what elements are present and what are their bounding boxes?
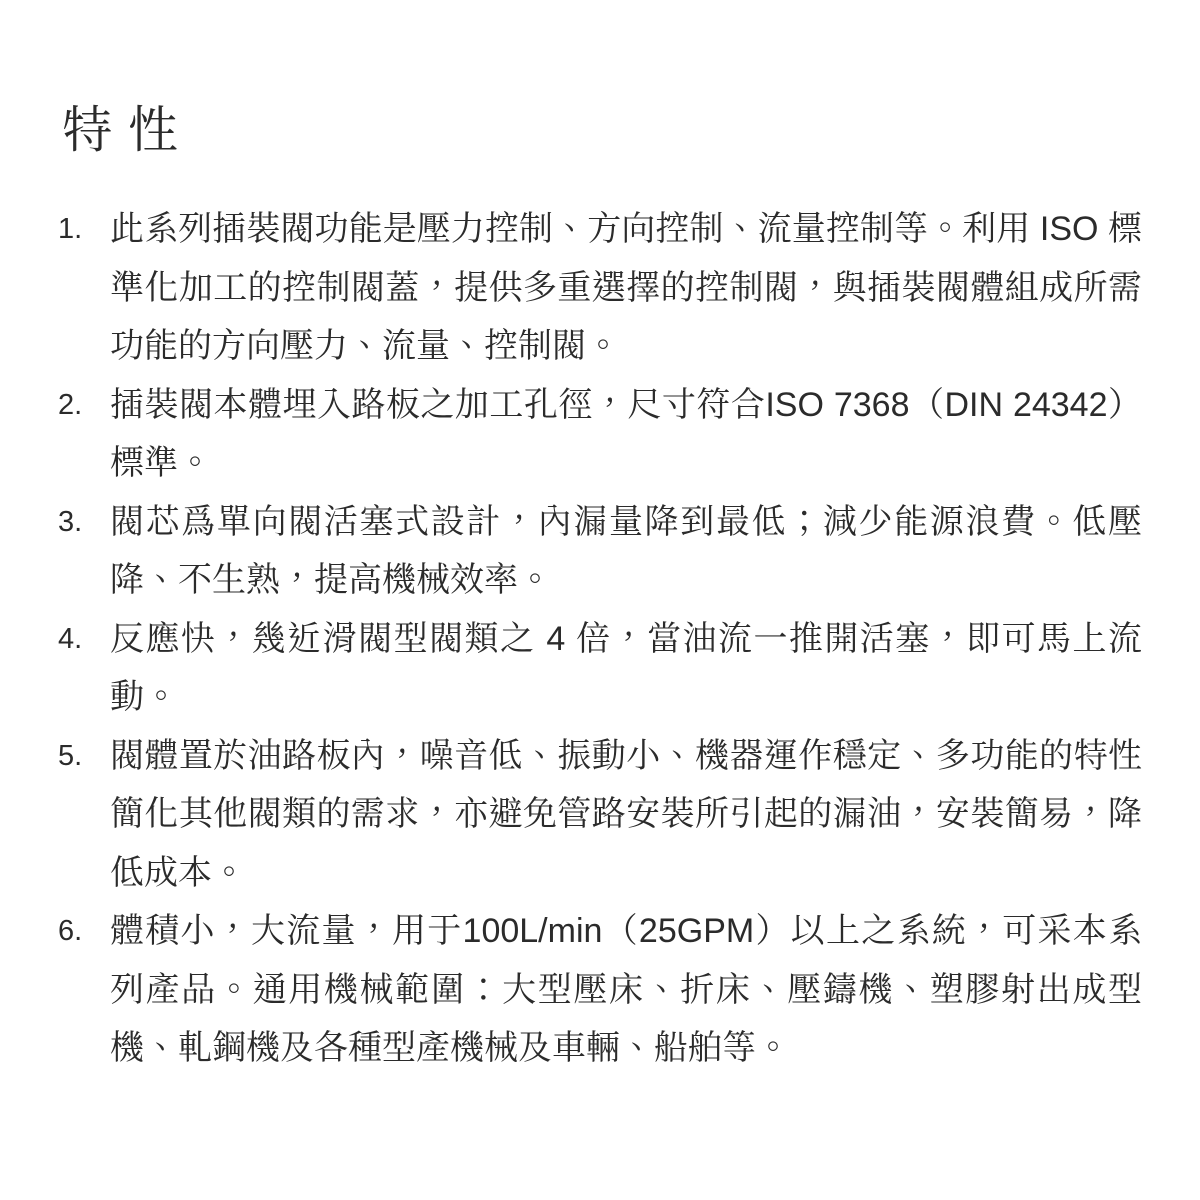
item-text: 插裝閥本體埋入路板之加工孔徑，尺寸符合ISO 7368（DIN 24342）標準。 (110, 385, 1142, 482)
list-item (58, 727, 1142, 903)
item-number: 4. (58, 622, 83, 655)
item-number: 5. (58, 739, 83, 772)
item-text: 閥體置於油路板內，噪音低、振動小、機器運作穩定、多功能的特性簡化其他閥類的需求，亦避免管路安裝所引起的漏油，安裝簡易，降低成本。 (110, 736, 1142, 892)
item-text: 反應快，幾近滑閥型閥類之 4 倍，當油流一推開活塞，即可馬上流動。 (110, 619, 1142, 716)
list-item (58, 902, 1142, 1078)
item-number: 6. (58, 915, 83, 947)
list-item (58, 200, 1142, 376)
page-title: 特性 (62, 102, 194, 158)
item-text: 此系列插裝閥功能是壓力控制、方向控制、流量控制等。利用 ISO 標準化加工的控制閥蓋，提供多重選擇的控制閥，與插裝閥體組成所需功能的方向壓力、流量、控制閥。 (110, 210, 1142, 365)
list-item (58, 610, 1142, 727)
features-list (58, 200, 1142, 1078)
item-text: 體積小，大流量，用于100L/min（25GPM）以上之系統，可采本系列產品。通用機械範圍：大型壓床、折床、壓鑄機、塑膠射出成型機、軋鋼機及各種型產機械及車輛、船舶等。 (110, 912, 1142, 1067)
list-item (58, 376, 1142, 493)
item-number: 2. (58, 388, 83, 421)
item-number: 3. (58, 505, 83, 538)
list-item (58, 493, 1142, 610)
item-number: 1. (58, 213, 83, 245)
item-text: 閥芯爲單向閥活塞式設計，內漏量降到最低；減少能源浪費。低壓降、不生熟，提高機械效率。 (110, 502, 1142, 599)
